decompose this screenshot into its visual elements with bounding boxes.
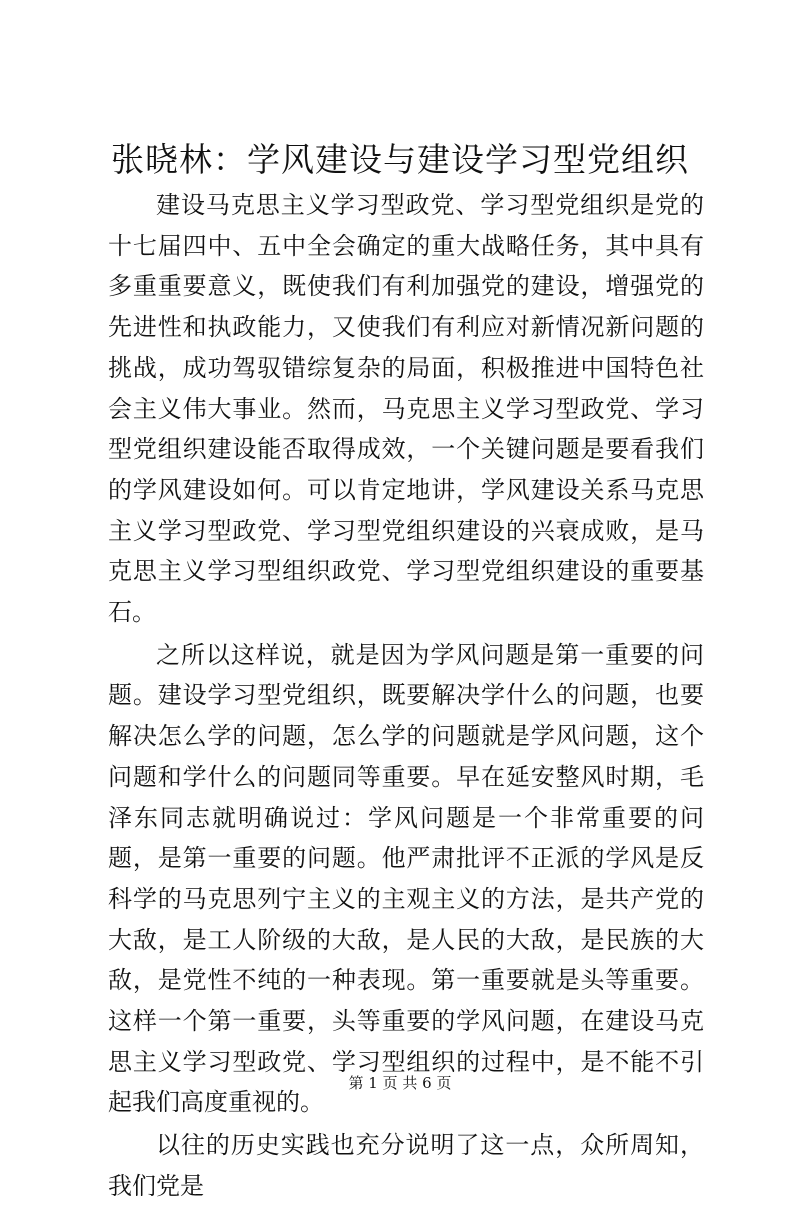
paragraph-1: 建设马克思主义学习型政党、学习型党组织是党的十七届四中、五中全会确定的重大战略任务，其中具有多重重要意义，既使我们有利加强党的建设，增强党的先进性和执政能力，又使我们有利应对新情况新问题的挑战，成功驾驭错综复杂的局面，积极推进中国特色社会主义伟大事业。然而，马克思主义学习型政党、学习型党组织建设能否取得成效，一个关键问题是要看我们的学风建设如何。可以肯定地讲，学风建设关系马克思主义学习型政党、学习型党组织建设的兴衰成败，是马克思主义学习型组织政党、学习型党组织建设的重要基石。: [108, 191, 704, 627]
paragraph-3: 以往的历史实践也充分说明了这一点，众所周知，我们党是: [108, 1131, 704, 1200]
page-footer: 第 1 页 共 6 页: [348, 1074, 452, 1092]
paragraph-2: 之所以这样说，就是因为学风问题是第一重要的问题。建设学习型党组织，既要解决学什么的问题，也要解决怎么学的问题，怎么学的问题就是学风问题，这个问题和学什么的问题同等重要。早在延安整风时期，毛泽东同志就明确说过：学风问题是一个非常重要的问题，是第一重要的问题。他严肃批评不正派的学风是反科学的马克思列宁主义的主观主义的方法，是共产党的大敌，是工人阶级的大敌，是人民的大敌，是民族的大敌，是党性不纯的一种表现。第一重要就是头等重要。这样一个第一重要，头等重要的学风问题，在建设马克思主义学习型政党、学习型组织的过程中，是不能不引起我们高度重视的。: [108, 640, 704, 1117]
document-body: [108, 185, 704, 1209]
document-title: 张晓林：学风建设与建设学习型党组织: [111, 140, 689, 179]
